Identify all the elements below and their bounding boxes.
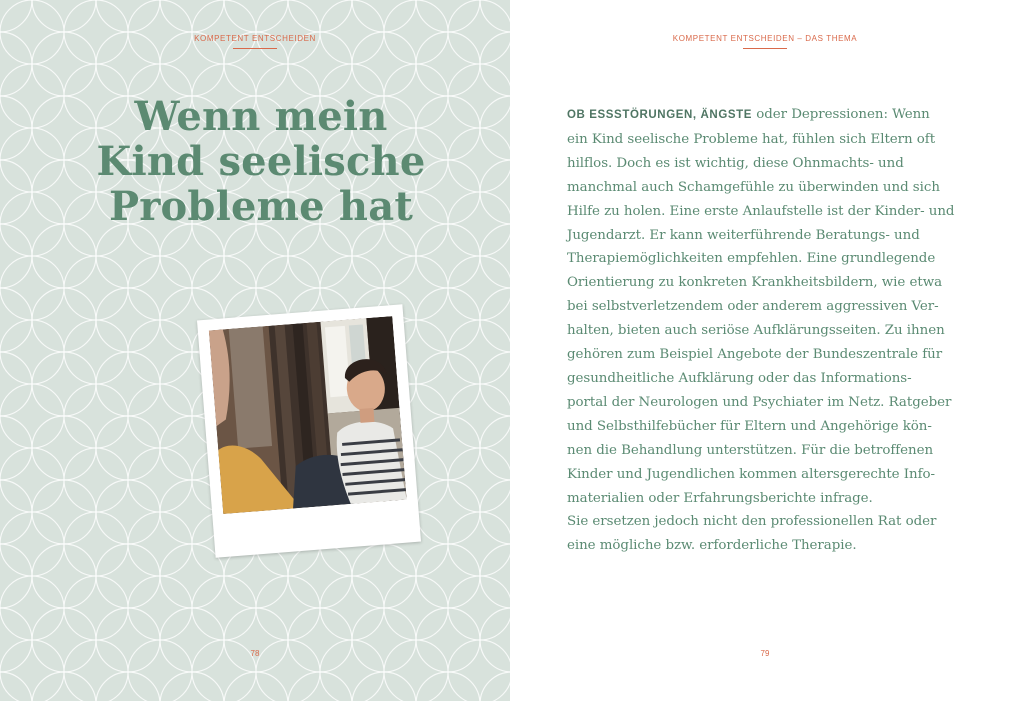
body-line: portal der Neurologen und Psychiater im Netz. Ratgeber [567,394,952,410]
chapter-title [0,94,510,229]
running-head-left-text: KOMPETENT ENTSCHEIDEN [194,34,316,43]
first-line-rest: oder Depressionen: Wenn [752,107,930,122]
photo-illustration [209,316,407,514]
body-line: gesundheitliche Aufklärung oder das Informations- [567,370,912,386]
polaroid-photo-frame [197,304,421,557]
body-line: Therapiemöglichkeiten empfehlen. Eine grundlegende [567,251,936,267]
body-line: Hilfe zu holen. Eine erste Anlaufstelle ist der Kinder- und [567,203,955,219]
title-line: Probleme hat [108,183,414,230]
body-line: ein Kind seelische Probleme hat, fühlen sich Eltern oft [567,131,936,147]
body-line: halten, bieten auch seriöse Aufklärungsseiten. Zu ihnen [567,323,945,339]
body-paragraph [567,103,957,558]
running-head-right-text: KOMPETENT ENTSCHEIDEN – DAS THEMA [672,34,858,43]
page-number-right: 79 [760,649,770,658]
body-line: Jugendarzt. Er kann weiterführende Beratungs- und [567,227,920,243]
running-head-left-rule [233,48,277,49]
title-line: Wenn mein [134,93,388,140]
boy-conversation-photo [209,316,407,514]
body-line: hilflos. Doch es ist wichtig, diese Ohnmachts- und [567,155,904,171]
running-head-right-rule [743,48,787,49]
body-line: und Selbsthilfebücher für Eltern und Angehörige kön- [567,418,932,434]
body-line: nen die Behandlung unterstützen. Für die betroffenen [567,442,934,458]
body-line: eine mögliche bzw. erforderliche Therapie. [567,538,857,554]
right-page [510,0,1020,701]
body-line: gehören zum Beispiel Angebote der Bundeszentrale für [567,347,943,363]
body-line: Orientierung zu konkreten Krankheitsbildern, wie etwa [567,275,943,291]
body-line: manchmal auch Schamgefühle zu überwinden und sich [567,179,940,195]
body-line: bei selbstverletzendem oder anderem aggressiven Ver- [567,299,939,315]
lead-in-smallcaps: OB ESSSTÖRUNGEN, ÄNGSTE [567,109,753,121]
body-line: Kinder und Jugendlichen kommen altersgerechte Info- [567,466,935,482]
page-number-left: 78 [250,649,260,658]
body-line-first [567,103,957,128]
body-line: Sie ersetzen jedoch nicht den professionellen Rat oder [567,514,937,530]
running-head-right [510,34,1020,49]
body-line: materialien oder Erfahrungsberichte infrage. [567,490,873,506]
title-line: Kind seelische [96,138,426,185]
running-head-left [0,34,510,49]
